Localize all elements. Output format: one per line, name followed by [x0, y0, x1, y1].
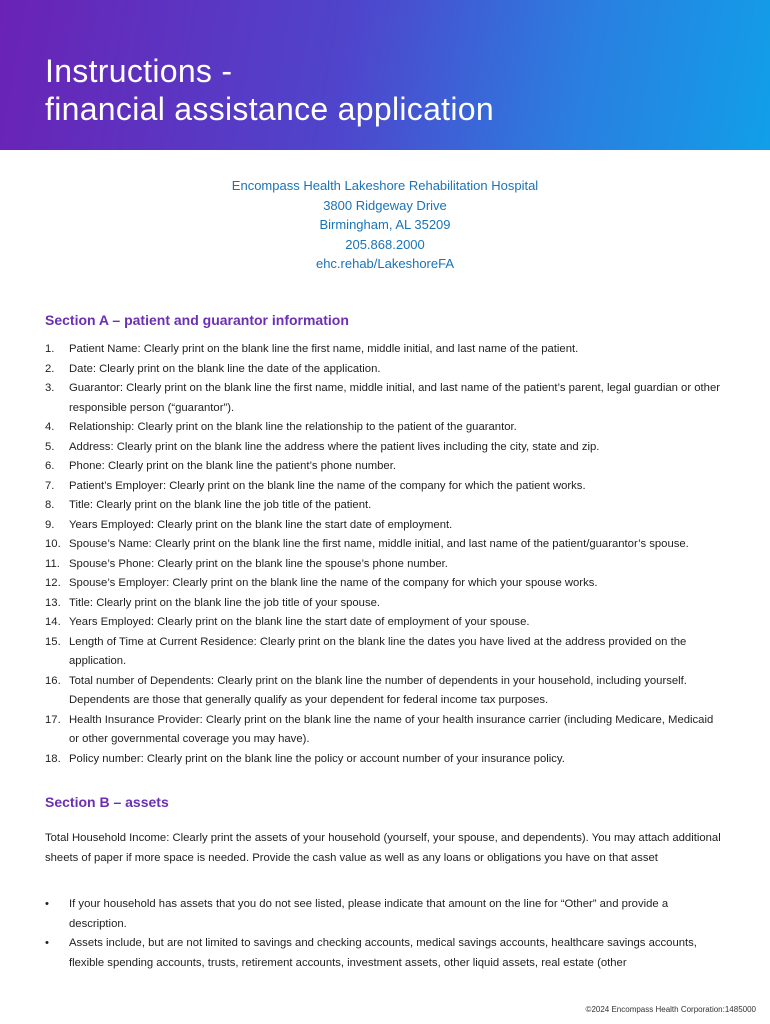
list-item-number: 10. — [45, 538, 61, 550]
list-item — [45, 457, 725, 477]
list-item — [45, 574, 725, 594]
list-item-text: Relationship: Clearly print on the blank line the relationship to the patient of the guarantor. — [69, 421, 517, 433]
list-item-text: Title: Clearly print on the blank line the job title of the patient. — [69, 499, 372, 511]
list-item-number: 12. — [45, 577, 61, 589]
bullet-icon: • — [45, 937, 49, 949]
list-item — [45, 934, 725, 973]
section-b-paragraph: Total Household Income: Clearly print the assets of your household (yourself, your spouse, and dependents). You may attach additional sheets of paper if more space is needed. Provide the cash value as well as any loans or obligations you have on that asset — [45, 832, 721, 864]
list-item-text: Patient Name: Clearly print on the blank line the first name, middle initial, and last name of the patient. — [69, 343, 579, 355]
list-item — [45, 633, 725, 672]
list-item-text: Years Employed: Clearly print on the blank line the start date of employment. — [69, 518, 453, 531]
list-item-number: 3. — [45, 382, 55, 394]
list-item-number: 17. — [45, 713, 61, 726]
list-item-text: If your household has assets that you do not see listed, please indicate that amount on the line for “Other” and provide a description. — [69, 898, 669, 930]
list-item-number: 1. — [45, 343, 55, 355]
facility-address-block — [0, 176, 770, 274]
list-item — [45, 672, 725, 711]
list-item-text: Total number of Dependents: Clearly print on the blank line the number of dependents in your household, including yourself. Dependents are those that generally qualify as your dependent for federal income tax purposes. — [69, 674, 687, 706]
list-item — [45, 438, 725, 458]
list-item-text: Health Insurance Provider: Clearly print on the blank line the name of your health insurance carrier (including Medicare, Medicaid or other governmental coverage you may have). — [69, 713, 714, 745]
list-item-text: Assets include, but are not limited to savings and checking accounts, medical savings accounts, healthcare savings accounts, flexible spending accounts, trusts, retirement accounts, investment assets, other liquid assets, real estate (other — [69, 937, 697, 969]
list-item — [45, 379, 725, 418]
section-b-heading: Section B – assets — [45, 794, 169, 810]
list-item — [45, 496, 725, 516]
list-item-text: Spouse’s Phone: Clearly print on the blank line the spouse’s phone number. — [69, 557, 448, 570]
list-item-number: 6. — [45, 460, 55, 472]
list-item — [45, 750, 725, 770]
list-item-number: 2. — [45, 362, 55, 375]
list-item-text: Spouse’s Name: Clearly print on the blank line the first name, middle initial, and last name of the patient/guarantor’s spouse. — [69, 538, 689, 550]
section-a-instructions-list — [45, 340, 725, 769]
list-item-number: 14. — [45, 616, 61, 628]
list-item-number: 15. — [45, 635, 61, 648]
list-item — [45, 516, 725, 536]
list-item-text: Policy number: Clearly print on the blank line the policy or account number of your insurance policy. — [69, 752, 565, 765]
list-item-number: 13. — [45, 596, 61, 609]
list-item-text: Phone: Clearly print on the blank line the patient’s phone number. — [69, 460, 396, 472]
list-item — [45, 711, 725, 750]
list-item — [45, 535, 725, 555]
list-item-text: Years Employed: Clearly print on the blank line the start date of employment of your spouse. — [69, 616, 530, 628]
list-item-text: Title: Clearly print on the blank line the job title of your spouse. — [69, 596, 381, 609]
facility-name: Encompass Health Lakeshore Rehabilitation Hospital — [231, 178, 539, 193]
bullet-icon: • — [45, 898, 49, 910]
list-item-number: 7. — [45, 479, 55, 492]
list-item-number: 9. — [45, 518, 55, 531]
list-item-number: 11. — [45, 557, 60, 570]
list-item-text: Length of Time at Current Residence: Clearly print on the blank line the dates you have lived at the address provided on the application. — [69, 635, 687, 667]
list-item — [45, 555, 725, 575]
list-item-number: 18. — [45, 752, 61, 765]
page-title-line-1: Instructions - — [45, 53, 233, 89]
list-item — [45, 360, 725, 380]
header-banner — [0, 0, 770, 150]
list-item-text: Patient’s Employer: Clearly print on the blank line the name of the company for which the patient works. — [69, 479, 586, 492]
facility-phone: 205.868.2000 — [345, 236, 425, 252]
list-item-number: 5. — [45, 440, 55, 453]
list-item-text: Address: Clearly print on the blank line the address where the patient lives including the city, state and zip. — [69, 440, 600, 453]
section-b-bullet-list — [45, 895, 725, 973]
facility-city-state-zip: Birmingham, AL 35209 — [319, 217, 451, 232]
list-item-text: Spouse’s Employer: Clearly print on the blank line the name of the company for which your spouse works. — [69, 577, 598, 589]
list-item-number: 4. — [45, 421, 55, 433]
page-title — [45, 52, 494, 128]
section-a-heading: Section A – patient and guarantor information — [45, 312, 349, 328]
list-item — [45, 895, 725, 934]
list-item-number: 8. — [45, 499, 55, 511]
list-item-number: 16. — [45, 674, 61, 687]
page-title-line-2: financial assistance application — [45, 91, 494, 127]
list-item-text: Date: Clearly print on the blank line the date of the application. — [69, 362, 381, 375]
list-item-text: Guarantor: Clearly print on the blank line the first name, middle initial, and last name of the patient’s parent, legal guardian or other responsible person (“guarantor”). — [69, 382, 720, 414]
list-item — [45, 594, 725, 614]
list-item — [45, 418, 725, 438]
list-item — [45, 613, 725, 633]
facility-street: 3800 Ridgeway Drive — [323, 197, 447, 213]
list-item — [45, 340, 725, 360]
footer-copyright: ©2024 Encompass Health Corporation:1485000 — [585, 1005, 756, 1014]
list-item — [45, 477, 725, 497]
facility-url-link[interactable]: ehc.rehab/LakeshoreFA — [315, 256, 455, 271]
